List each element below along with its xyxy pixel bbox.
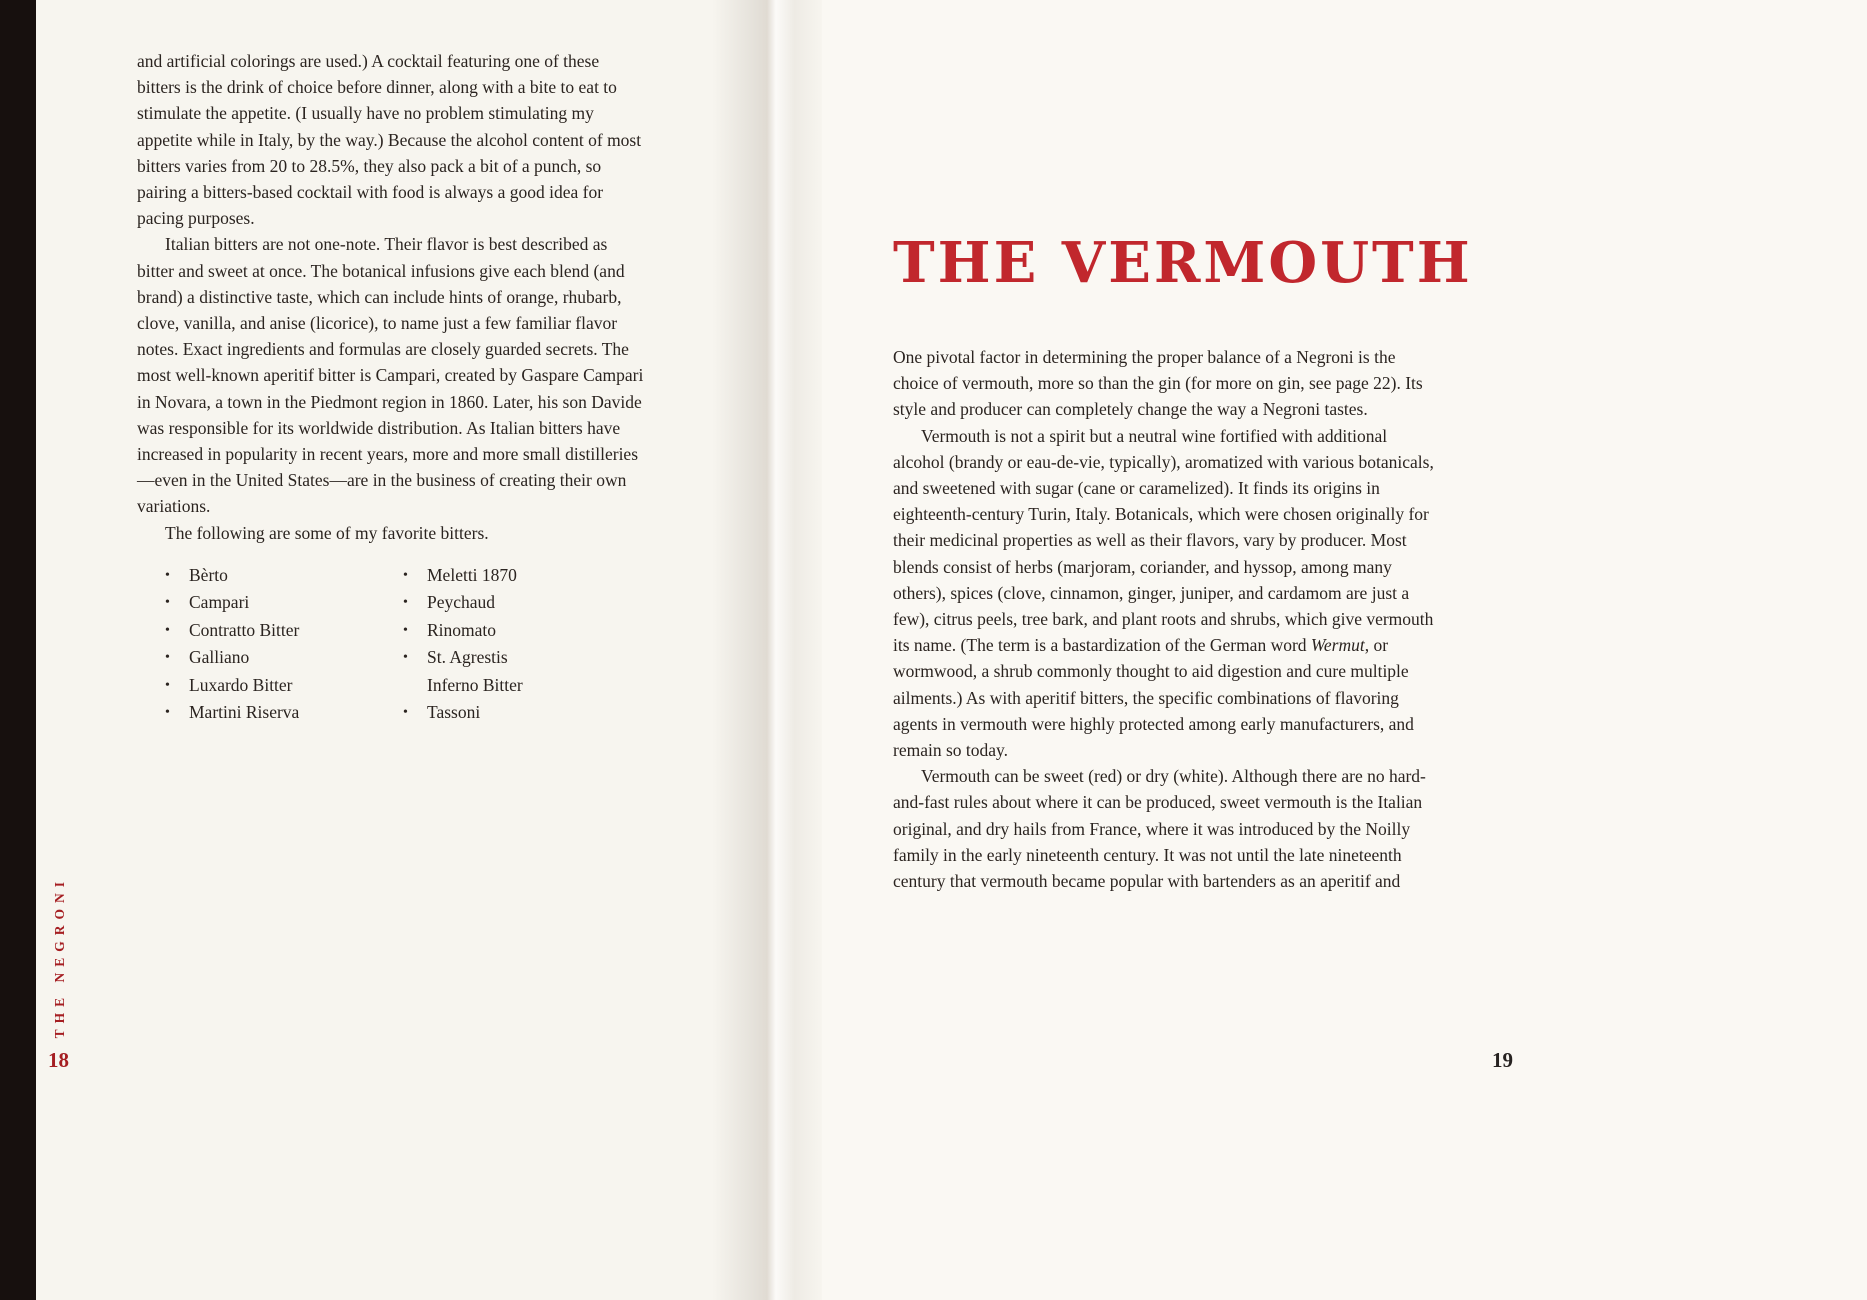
paragraph: Vermouth can be sweet (red) or dry (white). Although there are no hard-and-fast rules about where it can be produced, sweet vermouth is the Italian original, and dry hails from France, where it was introduced by the Noilly family in the early nineteenth century. It was not until the late nineteenth century that vermouth became popular with bartenders as an aperitif and — [893, 766, 1426, 892]
book-cover-edge — [0, 0, 36, 1300]
left-page-body — [137, 48, 647, 727]
list-item — [165, 562, 403, 590]
list-item — [165, 617, 403, 645]
bullet-icon: • — [403, 567, 408, 583]
list-item-label: Tassoni — [427, 702, 481, 723]
right-page-body — [893, 344, 1441, 894]
list-item — [403, 699, 553, 727]
bitters-column-1 — [165, 562, 403, 727]
paragraph: One pivotal factor in determining the proper balance of a Negroni is the choice of vermouth, more so than the gin (for more on gin, see page 22). Its style and producer can completely change the way a Negroni tastes. — [893, 347, 1423, 420]
list-item-label: Peychaud — [427, 592, 496, 613]
paragraph: The following are some of my favorite bitters. — [165, 522, 489, 543]
bullet-icon: • — [165, 567, 170, 583]
paragraph — [893, 423, 1441, 764]
list-item — [165, 672, 403, 700]
list-item-label: Rinomato — [427, 619, 497, 640]
list-item-label: Galliano — [189, 647, 250, 668]
paragraph: Italian bitters are not one-note. Their flavor is best described as bitter and sweet at once. The botanical infusions give each blend (and brand) a distinctive taste, which can include hints of orange, rhubarb, clove, vanilla, and anise (licorice), to name just a few familiar flavor notes. Exact ingredients and formulas are closely guarded secrets. The most well-known aperitif bitter is Campari, created by Gaspare Campari in Novara, a town in the Piedmont region in 1860. Later, his son Davide was responsible for its worldwide distribution. As Italian bitters have increased in popularity in recent years, more and more small distilleries—even in the United States—are in the business of creating their own variations. — [137, 234, 644, 517]
list-item — [403, 617, 553, 645]
paragraph: and artificial colorings are used.) A cocktail featuring one of these bitters is the drink of choice before dinner, along with a bite to eat to stimulate the appetite. (I usually have no problem stimulating my appetite while in Italy, by the way.) Because the alcohol content of most bitters varies from 20 to 28.5%, they also pack a bit of a punch, so pairing a bitters-based cocktail with food is always a good idea for pacing purposes. — [137, 51, 642, 229]
bullet-icon: • — [165, 705, 170, 721]
bullet-icon: • — [403, 705, 408, 721]
list-item — [165, 644, 403, 672]
list-item-label: Contratto Bitter — [189, 619, 300, 640]
list-item-label: Meletti 1870 — [427, 564, 517, 585]
paragraph-text: , or wormwood, a shrub commonly thought to aid digestion and cure multiple ailments.) As with aperitif bitters, the specific combinations of flavoring agents in vermouth were highly protected among early manufacturers, and remain so today. — [893, 635, 1414, 761]
list-item-label: Bèrto — [189, 564, 228, 585]
list-item-label: Luxardo Bitter — [189, 674, 293, 695]
list-item-label: St. Agrestis Inferno Bitter — [427, 647, 523, 695]
list-item — [403, 562, 553, 590]
list-item — [403, 589, 553, 617]
bitters-list — [137, 562, 647, 727]
bullet-icon: • — [165, 677, 170, 693]
list-item-label: Martini Riserva — [189, 702, 300, 723]
page-number-left: 18 — [48, 1048, 69, 1072]
list-item-label: Campari — [189, 592, 250, 613]
bullet-icon: • — [165, 622, 170, 638]
bullet-icon: • — [165, 650, 170, 666]
page-number-right: 19 — [1492, 1048, 1513, 1072]
bullet-icon: • — [403, 622, 408, 638]
bullet-icon: • — [165, 595, 170, 611]
list-item — [403, 644, 553, 699]
bitters-column-2 — [403, 562, 553, 727]
running-header-vertical: THE NEGRONI — [52, 875, 67, 1038]
page-gutter-fold — [712, 0, 822, 1300]
list-item — [165, 699, 403, 727]
list-item — [165, 589, 403, 617]
bullet-icon: • — [403, 650, 408, 666]
italic-term: Wermut — [1310, 635, 1365, 656]
paragraph-text: Vermouth is not a spirit but a neutral wine fortified with additional alcohol (brandy or eau-de-vie, typically), aromatized with various botanicals, and sweetened with sugar (cane or caramelized). It finds its origins in eighteenth-century Turin, Italy. Botanicals, which were chosen originally for their medicinal properties as well as their flavors, vary by producer. Most blends consist of herbs (marjoram, coriander, and hyssop, among many others), spices (clove, cinnamon, ginger, juniper, and cardamom are just a few), citrus peels, tree bark, and plant roots and shrubs, which give vermouth its name. (The term is a bastardization of the German word — [893, 425, 1434, 656]
bullet-icon: • — [403, 595, 408, 611]
chapter-heading: THE VERMOUTH — [893, 229, 1473, 296]
